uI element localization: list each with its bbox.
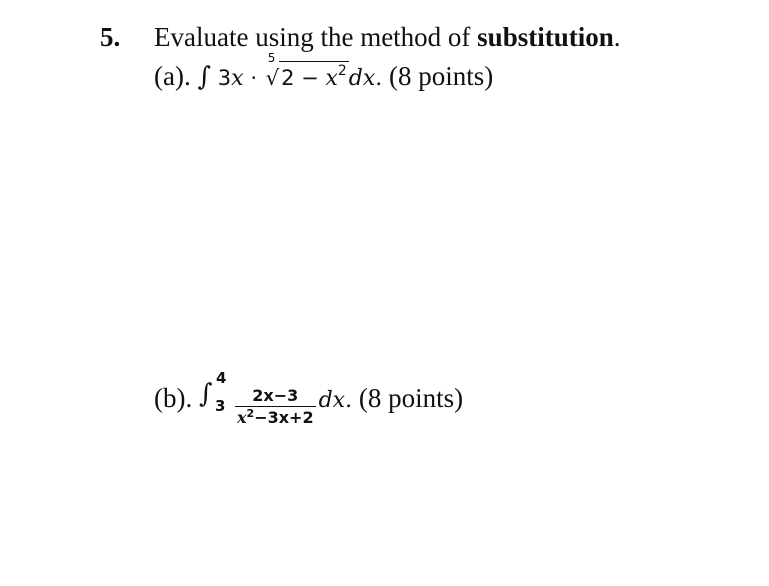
part-a-integral-expression <box>197 51 383 92</box>
instruction-suffix: . <box>613 22 621 52</box>
part-b-differential: dx <box>318 388 346 413</box>
instruction-keyword: substitution <box>477 22 614 52</box>
fraction-numerator: 2x−3 <box>235 387 316 407</box>
radicand-variable: x <box>325 66 338 91</box>
part-a-period: . <box>375 66 383 91</box>
radicand-exponent: 2 <box>337 63 347 79</box>
part-a-coefficient: 3 <box>217 66 232 90</box>
integrand-fraction <box>235 387 316 426</box>
part-a-label: (a). <box>154 61 191 91</box>
problem-number: 5. <box>100 22 121 52</box>
integral-sign-icon: ∫ <box>197 62 212 92</box>
fraction-denominator <box>235 407 316 427</box>
part-b-period: . <box>345 388 353 413</box>
fifth-root <box>264 51 349 92</box>
integral-sign-icon: ∫ <box>198 379 213 409</box>
part-a-differential: dx <box>348 66 376 91</box>
radicand-constant: 2 − <box>281 66 326 90</box>
lower-limit: 3 <box>214 397 226 415</box>
upper-limit: 4 <box>215 369 227 387</box>
multiplication-dot: · <box>250 66 257 90</box>
denominator-variable: x <box>236 408 247 427</box>
denominator-rest: −3x+2 <box>254 408 314 427</box>
radical-sign-icon: √ <box>265 66 280 90</box>
root-index: 5 <box>267 51 276 65</box>
problem-instruction <box>154 22 620 53</box>
part-b-points: (8 points) <box>358 383 464 413</box>
definite-integral <box>198 369 233 415</box>
instruction-prefix: Evaluate using the method of <box>154 22 478 52</box>
part-b <box>154 369 464 427</box>
part-a-points: (8 points) <box>389 61 494 91</box>
part-a-variable: x <box>231 66 244 91</box>
part-b-label: (b). <box>154 383 193 413</box>
part-a <box>154 51 494 92</box>
radicand <box>279 61 349 90</box>
denominator-exponent: 2 <box>246 407 255 420</box>
